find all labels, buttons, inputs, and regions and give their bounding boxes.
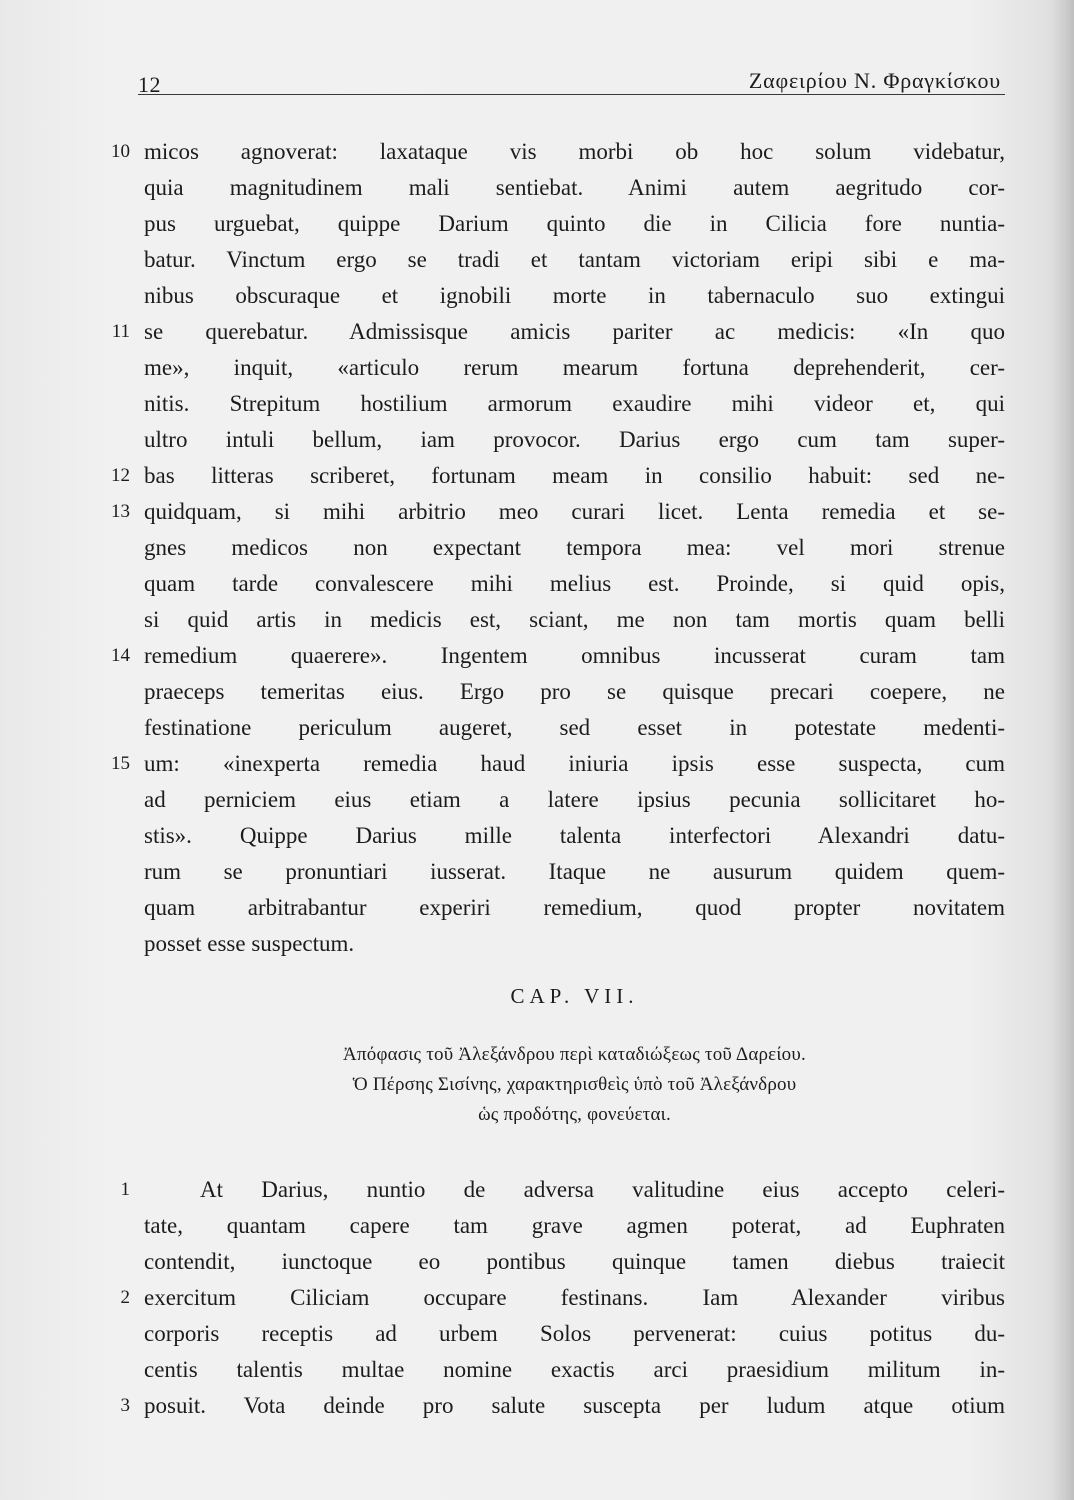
text-line: um: «inexperta remedia haud iniuria ipsis esse suspecta, cum [144,751,1005,776]
margin-number: 15 [111,753,130,774]
margin-number: 2 [120,1287,130,1308]
text-line: ultro intuli bellum, iam provocor. Darius ergo cum tam super- [144,427,1005,452]
text-line: batur. Vinctum ergo se tradi et tantam victoriam eripi sibi e ma- [144,247,1005,272]
text-line: remedium quaerere». Ingentem omnibus incusserat curam tam [144,643,1005,668]
text-line: tate, quantam capere tam grave agmen poterat, ad Euphraten [144,1213,1005,1238]
text-line: contendit, iunctoque eo pontibus quinque tamen diebus traiecit [144,1249,1005,1274]
text-line: praeceps temeritas eius. Ergo pro se quisque precari coepere, ne [144,679,1005,704]
text-line: stis». Quippe Darius mille talenta interfectori Alexandri datu- [144,823,1005,848]
chapter-summary-line: Ὁ Πέρσης Σισίνης, χαρακτηρισθεὶς ὑπὸ τοῦ Ἀλεξάνδρου [352,1074,797,1095]
text-line: quia magnitudinem mali sentiebat. Animi autem aegritudo cor- [144,175,1005,200]
text-line: posuit. Vota deinde pro salute suscepta per ludum atque otium [144,1393,1005,1418]
text-line: corporis receptis ad urbem Solos pervenerat: cuius potitus du- [144,1321,1005,1346]
text-line: nibus obscuraque et ignobili morte in tabernaculo suo extingui [144,283,1005,308]
margin-number: 11 [111,321,130,342]
running-title: Ζαφειρίου Ν. Φραγκίσκου [748,68,1001,93]
chapter-title: CAP. VII. [510,984,639,1008]
text-line: bas litteras scriberet, fortunam meam in consilio habuit: sed ne- [144,463,1005,488]
page-number: 12 [138,72,161,97]
margin-number: 13 [111,501,130,522]
text-line: micos agnoverat: laxataque vis morbi ob hoc solum videbatur, [144,139,1005,164]
margin-number: 14 [111,645,130,666]
text-line: ad perniciem eius etiam a latere ipsius pecunia sollicitaret ho- [144,787,1005,812]
text-line: rum se pronuntiari iusserat. Itaque ne ausurum quidem quem- [144,859,1005,884]
margin-number: 12 [111,465,130,486]
text-line: me», inquit, «articulo rerum mearum fortuna deprehenderit, cer- [144,355,1005,380]
text-line: posset esse suspectum. [144,931,355,956]
text-line: festinatione periculum augeret, sed esset in potestate medenti- [144,715,1005,740]
text-line: quam tarde convalescere mihi melius est. Proinde, si quid opis, [144,571,1005,596]
chapter-summary-line: ὡς προδότης, φονεύεται. [478,1104,671,1125]
chapter-summary-line: Ἀπόφασις τοῦ Ἀλεξάνδρου περὶ καταδιώξεως τοῦ Δαρείου. [343,1044,806,1065]
margin-number: 1 [120,1179,130,1200]
text-line: nitis. Strepitum hostilium armorum exaudire mihi videor et, qui [144,391,1005,416]
text-line: si quid artis in medicis est, sciant, me non tam mortis quam belli [144,607,1005,632]
text-line: quidquam, si mihi arbitrio meo curari licet. Lenta remedia et se- [144,499,1005,524]
text-line: At Darius, nuntio de adversa valitudine eius accepto celeri- [200,1177,1005,1202]
margin-number: 3 [120,1395,130,1416]
running-header [138,60,1005,95]
text-line: quam arbitrabantur experiri remedium, quod propter novitatem [144,895,1005,920]
text-line: pus urguebat, quippe Darium quinto die in Cilicia fore nuntia- [144,211,1005,236]
text-line: gnes medicos non expectant tempora mea: vel mori strenue [144,535,1005,560]
margin-number: 10 [111,141,130,162]
text-line: se querebatur. Admissisque amicis pariter ac medicis: «In quo [144,319,1005,344]
text-line: centis talentis multae nomine exactis arci praesidium militum in- [144,1357,1005,1382]
page-edge-shadow [1052,0,1074,1500]
text-line: exercitum Ciliciam occupare festinans. Iam Alexander viribus [144,1285,1005,1310]
